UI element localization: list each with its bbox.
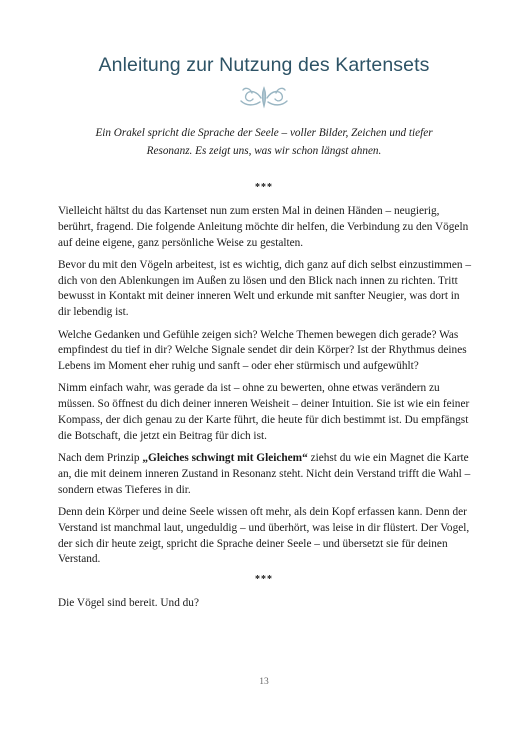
closing-line: Die Vögel sind bereit. Und du?	[58, 597, 199, 609]
paragraph: Vielleicht hältst du das Kartenset nun zum ersten Mal in deinen Händen – neugierig, berührt, fragend. Die folgende Anleitung möchte dir helfen, die Verbindung zu den Vögeln auf deine eigene, ganz persönliche Weise zu gestalten.	[58, 205, 469, 249]
body-text	[58, 204, 474, 575]
principle-paragraph	[58, 451, 474, 498]
section-divider: ***	[255, 182, 273, 193]
intro-quote: Ein Orakel spricht die Sprache der Seele – voller Bilder, Zeichen und tiefer Resonanz. Es zeigt uns, was wir schon längst ahnen.	[95, 127, 433, 157]
paragraph: Denn dein Körper und deine Seele wissen oft mehr, als dein Kopf erfassen kann. Denn der Verstand ist manchmal laut, ungeduldig – und überhört, was leise in dir flüstert. Der Vogel, der sich dir heute zeigt, spricht die Sprache deiner Seele – und übersetzt sie für deinen Verstand.	[58, 506, 470, 566]
principle-text-after: ziehst du wie ein Magnet die Karte an, die mit deinem inneren Zustand in Resonanz steht. Nicht dein Verstand trifft die Wahl – sondern etwas Tieferes in dir.	[58, 452, 471, 496]
principle-bold: „Gleiches schwingt mit Gleichem“	[142, 452, 308, 465]
paragraph: Welche Gedanken und Gefühle zeigen sich? Welche Themen bewegen dich gerade? Was empfindest du tief in dir? Welche Signale sendet dir dein Körper? Ist der Rhythmus deines Lebens im Moment eher ruhig und sanft – oder eher stürmisch und aufgewühlt?	[58, 328, 467, 373]
paragraph: Bevor du mit den Vögeln arbeitest, ist es wichtig, dich ganz auf dich selbst einzustimmen – dich von den Ablenkungen im Außen zu lösen und den Blick nach innen zu richten. Tritt bewusst in Kontakt mit deiner inneren Welt und erkunde mit sanfter Neugier, was dort in dir lebendig ist.	[58, 258, 471, 319]
page-title: Anleitung zur Nutzung des Kartensets	[98, 54, 430, 76]
paragraph: Nimm einfach wahr, was gerade da ist – ohne zu bewerten, ohne etwas verändern zu müssen. So öffnest du dich deiner inneren Weisheit – deiner Intuition. Sie ist wie ein feiner Kompass, der dich genau zu der Karte führt, die heute für dich bestimmt ist. Du empfängst die Botschaft, die jetzt ein Beitrag für dich ist.	[58, 382, 470, 442]
principle-text-before: Nach dem Prinzip	[58, 452, 143, 465]
section-divider: ***	[255, 574, 273, 585]
page-number: 13	[259, 677, 269, 687]
leaf-flourish-ornament-icon	[238, 84, 290, 110]
